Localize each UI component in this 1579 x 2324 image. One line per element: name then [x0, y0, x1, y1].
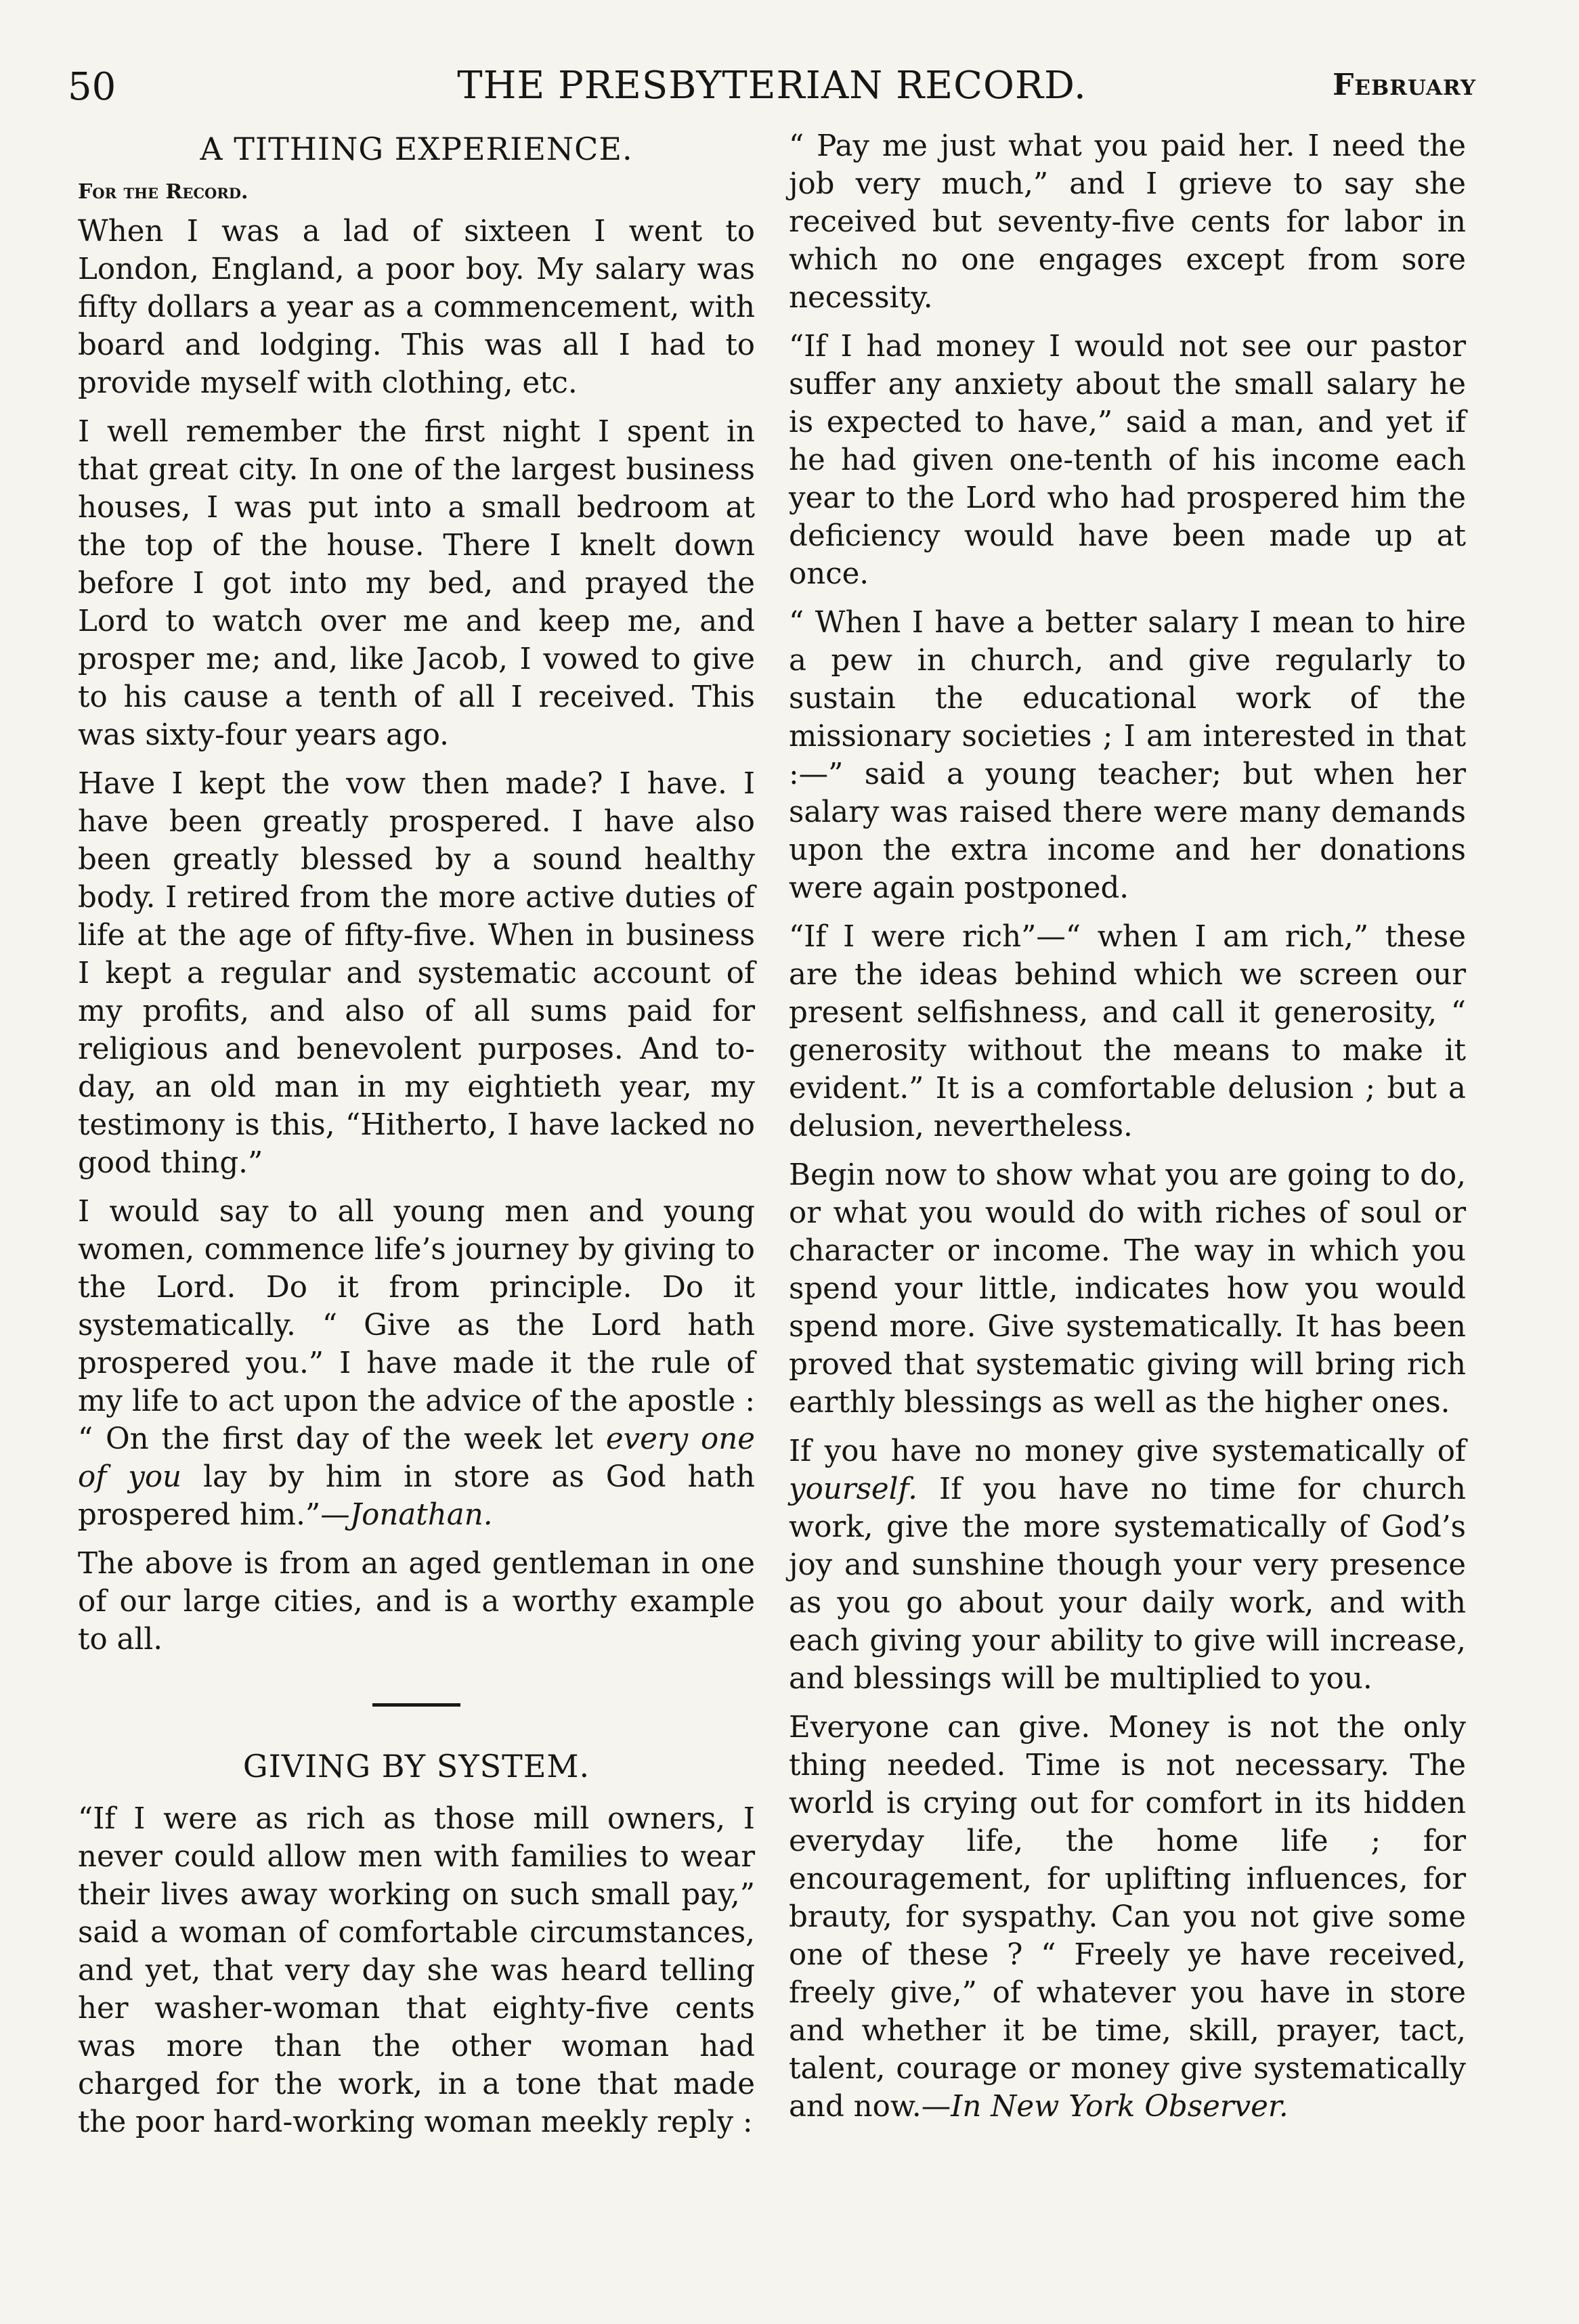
left-column — [78, 127, 755, 2152]
paragraph — [789, 1709, 1466, 2126]
paragraph: I well remember the first night I spent in that great city. In one of the largest business houses, I was put into a small bedroom at the top of the house. There I knelt down before I got into my bed, and prayed the Lord to watch over me and keep me, and prosper me; and, like Jacob, I vowed to give to his cause a tenth of all I received. This was sixty-four years ago. — [78, 415, 755, 752]
page-header — [68, 60, 1476, 120]
text-run: If you have no money give systematically of — [789, 1434, 1466, 1468]
section-separator — [372, 1703, 460, 1707]
text-run: Everyone can give. Money is not the only thing needed. Time is not necessary. The world is crying out for comfort in its hidden everyday life, the home life ; for encouragement, for uplifting influences, for brauty, for syspathy. Can you not give some one of these ? “ Freely ye have received, freely give,” of whatever you have in store and whether it be time, skill, prayer, tact, talent, courage or money give systematically and now.— — [789, 1711, 1466, 2124]
paragraph: Have I kept the vow then made? I have. I have been greatly prospered. I have also been greatly blessed by a sound healthy body. I retired from the more active duties of life at the age of fifty-five. When in business I kept a regular and systematic account of my profits, and also of all sums paid for religious and benevolent purposes. And to-day, an old man in my eightieth year, my testimony is this, “Hitherto, I have lacked no good thing.” — [78, 767, 755, 1180]
paragraph: “If I were as rich as those mill owners, I never could allow men with families to wear their lives away working on such small pay,” said a woman of comfortable circumstances, and yet, that very day she was heard telling her washer-woman that eighty-five cents was more than the other woman had charged for the work, in a tone that made the poor hard-working woman meekly reply : — [78, 1802, 755, 2139]
paragraph — [789, 1432, 1466, 1698]
article-byline: For the Record. — [78, 180, 248, 204]
paragraph — [78, 1193, 755, 1534]
text-run: If you have no time for church work, give the more systematically of God’s joy and sunshine though your very presence as you go about your daily work, and with each giving your ability to give will increase, and blessings will be multiplied to you. — [789, 1472, 1466, 1696]
emphasis: every one of you — [78, 1422, 755, 1494]
text-run: lay by him in store as God hath prospered him.”— — [78, 1460, 755, 1532]
text-run: I would say to all young men and young women, commence life’s journey by giving to the Lord. Do it from principle. Do it systematically. “ Give as the Lord hath prospered you.” I have made it the rule of my life to act upon the advice of the apostle : “ On the first day of the week let — [78, 1195, 755, 1456]
right-column — [789, 127, 1466, 2136]
emphasis: yourself. — [789, 1472, 917, 1506]
paragraph: “If I were rich”—“ when I am rich,” these are the ideas behind which we screen our present selfishness, and call it generosity, “ generosity without the means to make it evident.” It is a comfortable delusion ; but a delusion, nevertheless. — [789, 920, 1466, 1143]
article-title-tithing: A TITHING EXPERIENCE. — [200, 131, 633, 167]
publication-title: THE PRESBYTERIAN RECORD. — [457, 64, 1087, 108]
paragraph: “If I had money I would not see our pastor suffer any anxiety about the small salary he is expected to have,” said a man, and yet if he had given one-tenth of his income each year to the Lord who had prospered him the deficiency would have been made up at once. — [789, 330, 1466, 591]
paragraph: When I was a lad of sixteen I went to London, England, a poor boy. My salary was fifty dollars a year as a commencement, with board and lodging. This was all I had to provide myself with clothing, etc. — [78, 215, 755, 400]
issue-month: February — [1333, 68, 1476, 102]
paragraph: “ Pay me just what you paid her. I need the job very much,” and I grieve to say she received but seventy-five cents for labor in which no one engages except from sore necessity. — [789, 129, 1466, 315]
paragraph: Begin now to show what you are going to do, or what you would do with riches of soul or character or income. The way in which you spend your little, indicates how you would spend more. Give systematically. It has been proved that systematic giving will bring rich earthly blessings as well as the higher ones. — [789, 1158, 1466, 1420]
source-citation: In New York Observer. — [951, 2090, 1289, 2124]
signature: Jonathan. — [349, 1498, 493, 1532]
paragraph: “ When I have a better salary I mean to hire a pew in church, and give regularly to sustain the educational work of the missionary societies ; I am interested in that :—” said a young teacher; but when her salary was raised there were many demands upon the extra income and her donations were again postponed. — [789, 606, 1466, 905]
page-number: 50 — [68, 65, 116, 109]
article-title-giving: GIVING BY SYSTEM. — [242, 1748, 590, 1784]
paragraph: The above is from an aged gentleman in one of our large cities, and is a worthy example to all. — [78, 1547, 755, 1657]
